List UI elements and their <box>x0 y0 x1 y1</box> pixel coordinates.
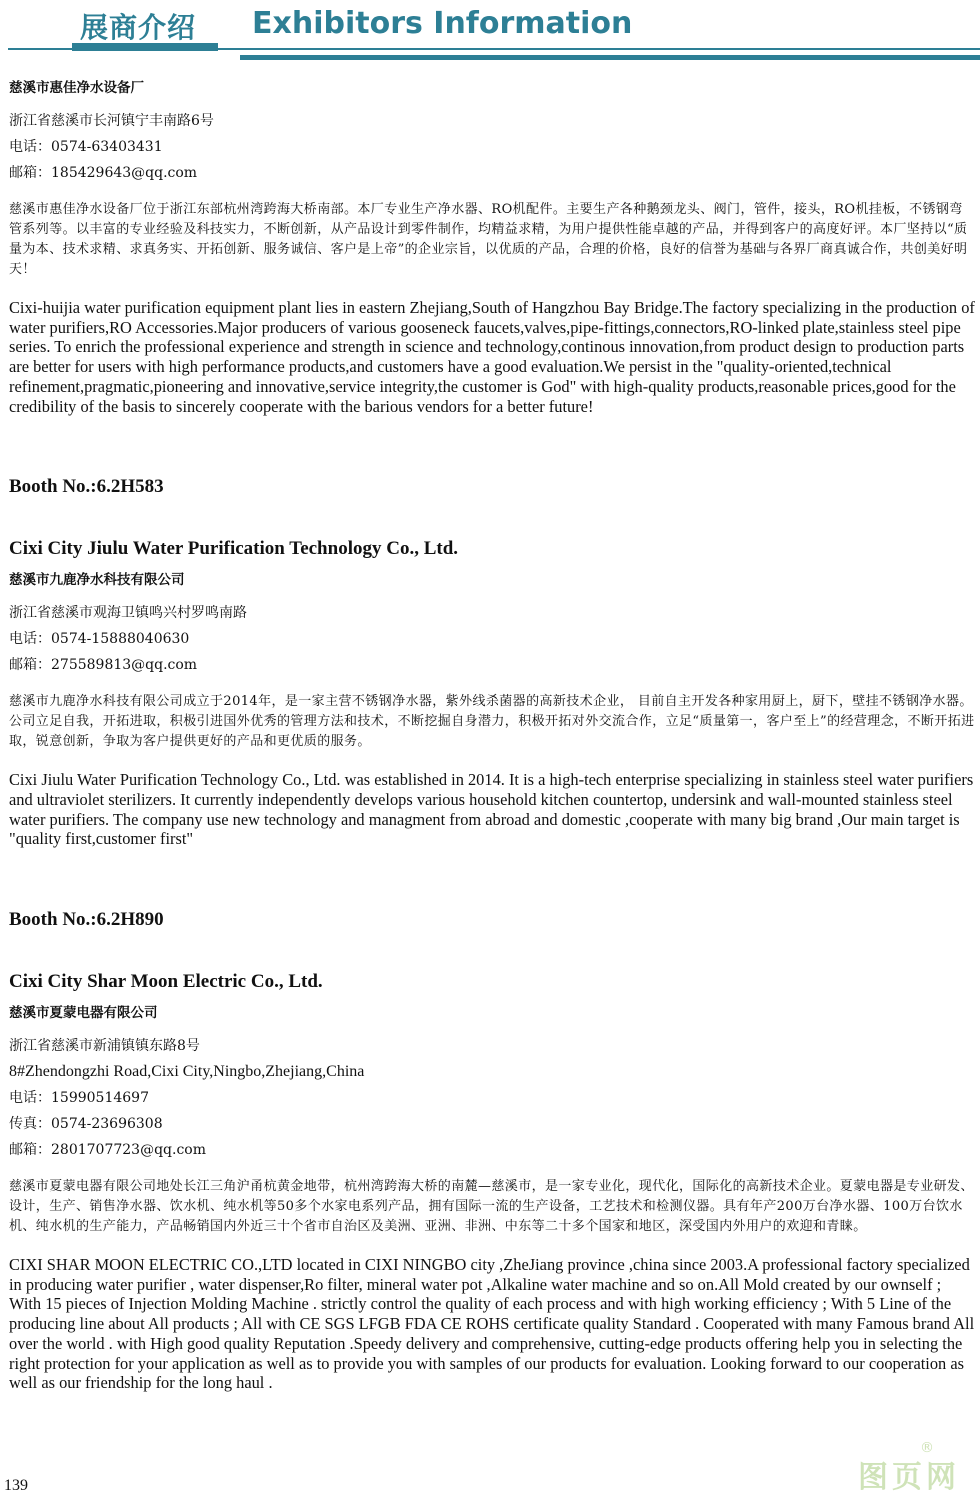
phone: 电话：0574-15888040630 <box>9 631 190 648</box>
email: 邮箱：275589813@qq.com <box>9 657 198 674</box>
email: 邮箱：185429643@qq.com <box>9 165 198 181</box>
address-cn: 浙江省慈溪市新浦镇镇东路8号 <box>9 1038 200 1055</box>
page-header <box>0 0 980 64</box>
address-cn: 浙江省慈溪市观海卫镇鸣兴村罗鸣南路 <box>9 605 247 622</box>
booth-number: Booth No.:6.2H583 <box>9 476 164 498</box>
email: 邮箱：2801707723@qq.com <box>9 1142 206 1159</box>
phone: 电话：0574-63403431 <box>9 139 163 155</box>
description-cn: 慈溪市九鹿净水科技有限公司成立于2014年，是一家主营不锈钢净水器，紫外线杀菌器的高新技术企业， 目前自主开发各种家用厨上，厨下，壁挂不锈钢净水器。公司立足自我，开拓进取，积极引进国外优秀的管理方法和技术，不断挖掘自身潜力，积极开拓对外交流合作，立足“质量第一，客户至上”的经营理念，不断开拓进取，锐意创新，争取为客户提供更好的产品和更优质的服务。 <box>9 694 975 750</box>
description-en: CIXI SHAR MOON ELECTRIC CO.,LTD located in CIXI NINGBO city ,ZheJiang province ,china since 2003.A professional factory specialized in producing water purifier , water dispenser,Ro filter, mineral water pot ,Alkaline water machine and so on.All Mold created by our ownself ; With 15 pieces of Injection Molding Machine . strictly control the quality of each process and with high working efficiency ; With 5 Line of the producing line about All products ; All with CE SGS LFGB FDA CE ROHS certificate quality Standard . Cooperated with many Famous brand All over the world . with High good quality Reputation .Speedy delivery and comprehensive, cutting-edge products offering help you in selecting the right protection for your application as well as to provide you with samples of our products for evaluation. Looking forward to our cooperation as well as our friendship for the long haul . <box>9 1255 975 1393</box>
address-en: 8#Zhendongzhi Road,Cixi City,Ningbo,Zhejiang,China <box>9 1063 365 1081</box>
booth-number: Booth No.:6.2H890 <box>9 909 164 931</box>
company-name-cn: 慈溪市九鹿净水科技有限公司 <box>9 572 185 589</box>
description-cn: 慈溪市惠佳净水设备厂位于浙江东部杭州湾跨海大桥南部。本厂专业生产净水器、RO机配件。主要生产各种鹅颈龙头、阀门，管件，接头，RO机挂板，不锈钢弯管系列等。以丰富的专业经验及科技实力，不断创新，从产品设计到零件制作，均精益求精，为用户提供性能卓越的产品，并得到客户的高度好评。本厂坚持以“质量为本、技术求精、求真务实、开拓创新、服务诚信、客户是上帝”的企业宗旨，以优质的产品，合理的价格，良好的信誉为基础与各界厂商真诚合作，共创美好明天！ <box>9 202 968 277</box>
exhibitor-entry <box>9 909 975 1393</box>
fax: 传真：0574-23696308 <box>9 1116 163 1133</box>
header-rule-accent-right <box>240 55 980 60</box>
description-cn: 慈溪市夏蒙电器有限公司地处长江三角沪甬杭黄金地带，杭州湾跨海大桥的南麓—慈溪市，是一家专业化，现代化，国际化的高新技术企业。夏蒙电器是专业研发、设计，生产、销售净水器、饮水机、纯水机等50多个水家电系列产品，拥有国际一流的生产设备，工艺技术和检测仪器。具有年产200万台净水器、100万台饮水机、纯水机的生产能力，产品畅销国内外近三十个省市自治区及美洲、亚洲、非洲、中东等二十多个国家和地区，深受国内外用户的欢迎和青睐。 <box>9 1179 974 1235</box>
watermark-logo: 图页网 <box>858 1460 960 1495</box>
description-en: Cixi Jiulu Water Purification Technology Co., Ltd. was established in 2014. It is a high-tech enterprise specializing in stainless steel water purifiers and ultraviolet sterilizers. It currently independently develops various household kitchen countertop, undersink and wall-mounted stainless steel water purifiers. The company use new technology and managment from abroad and domestic ,cooperate with many big brand ,Our main target is "quality first,customer first" <box>9 770 974 849</box>
header-title-en: Exhibitors Information <box>252 6 633 41</box>
page-number: 139 <box>4 1477 28 1494</box>
company-name-cn: 慈溪市惠佳净水设备厂 <box>9 80 144 96</box>
company-name-en: Cixi City Shar Moon Electric Co., Ltd. <box>9 971 323 993</box>
description-en: Cixi-huijia water purification equipment plant lies in eastern Zhejiang,South of Hangzhou Bay Bridge.The factory specializing in the production of water purifiers,RO Accessories.Major producers of various gooseneck faucets,valves,pipe-fittings,connectors,RO-linked plate,stainless steel pipe series. To enrich the professional experience and strength in science and technology,continous innovation,from product design to production parts are better for users with high performance products,and customers have a good evaluation.We persist in the "quality-oriented,technical refinement,pragmatic,pioneering and innovative,service integrity,the customer is God" with high-quality products,reasonable prices,good for the credibility of the basis to sincerely cooperate with the barious vendors for a better future! <box>9 298 975 416</box>
exhibitor-entry <box>9 78 975 416</box>
company-name-en: Cixi City Jiulu Water Purification Technology Co., Ltd. <box>9 538 459 560</box>
address-cn: 浙江省慈溪市长河镇宁丰南路6号 <box>9 113 214 129</box>
exhibitor-entry <box>9 476 975 849</box>
registered-mark: ® <box>920 1440 934 1456</box>
phone: 电话：15990514697 <box>9 1090 149 1107</box>
exhibitor-list <box>9 78 975 1393</box>
header-title-cn: 展商介绍 <box>80 11 197 44</box>
company-name-cn: 慈溪市夏蒙电器有限公司 <box>9 1005 158 1022</box>
